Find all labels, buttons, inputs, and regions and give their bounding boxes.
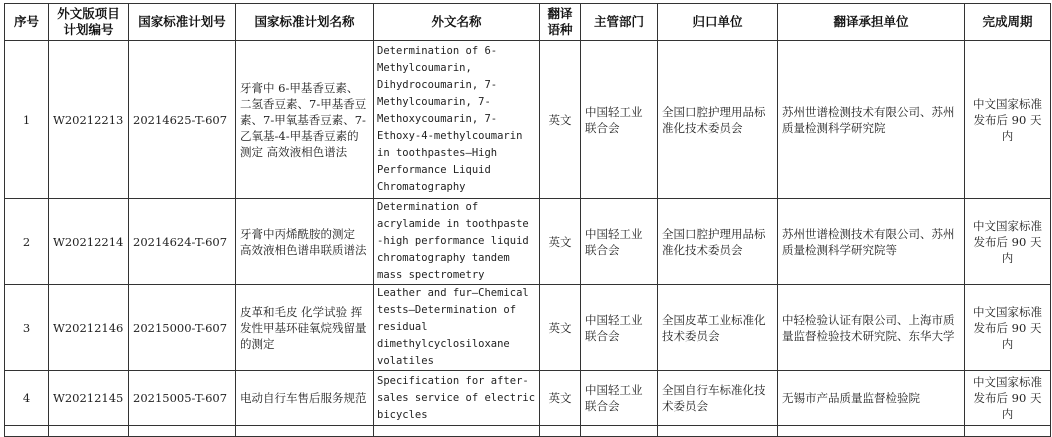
cell-department: 中国轻工业联合会 xyxy=(581,285,658,371)
cell-cn-name: 牙膏中丙烯酰胺的测定 高效液相色谱串联质谱法 xyxy=(236,199,374,285)
header-cycle: 完成周期 xyxy=(965,4,1051,41)
cell-national-code: 20214624-T-607 xyxy=(129,199,236,285)
header-index: 序号 xyxy=(5,4,49,41)
cell-department: 中国轻工业联合会 xyxy=(581,371,658,426)
cell-department: 中国轻工业联合会 xyxy=(581,199,658,285)
header-department: 主管部门 xyxy=(581,4,658,41)
standards-table xyxy=(4,3,1051,437)
table-row xyxy=(5,371,1051,426)
cell-unit: 全国皮革工业标准化技术委员会 xyxy=(658,285,778,371)
header-language: 翻译语种 xyxy=(540,4,581,41)
header-foreign-code: 外文版项目计划编号 xyxy=(49,4,129,41)
cell-translator: 苏州世谱检测技术有限公司、苏州质量检测科学研究院等 xyxy=(778,199,965,285)
cell-foreign-code: W20212214 xyxy=(49,199,129,285)
cell-foreign-code: W20212146 xyxy=(49,285,129,371)
header-en-name: 外文名称 xyxy=(374,4,540,41)
cell-cycle: 中文国家标准发布后 90 天内 xyxy=(965,199,1051,285)
cell-unit: 全国自行车标准化技术委员会 xyxy=(658,371,778,426)
cell-index: 4 xyxy=(5,371,49,426)
cell-foreign-code: W20212213 xyxy=(49,41,129,199)
cell-cycle: 中文国家标准发布后 90 天内 xyxy=(965,371,1051,426)
cell-index: 2 xyxy=(5,199,49,285)
cell-empty xyxy=(5,426,49,437)
cell-foreign-code: W20212145 xyxy=(49,371,129,426)
table-row-partial xyxy=(5,426,1051,437)
cell-translator: 中轻检验认证有限公司、上海市质量监督检验技术研究院、东华大学 xyxy=(778,285,965,371)
cell-national-code: 20215000-T-607 xyxy=(129,285,236,371)
cell-language: 英文 xyxy=(540,285,581,371)
cell-unit: 全国口腔护理用品标准化技术委员会 xyxy=(658,199,778,285)
table-row xyxy=(5,199,1051,285)
cell-empty xyxy=(965,426,1051,437)
cell-empty xyxy=(374,426,540,437)
cell-national-code: 20214625-T-607 xyxy=(129,41,236,199)
cell-language: 英文 xyxy=(540,41,581,199)
cell-language: 英文 xyxy=(540,199,581,285)
cell-index: 3 xyxy=(5,285,49,371)
cell-cycle: 中文国家标准发布后 90 天内 xyxy=(965,41,1051,199)
cell-cycle: 中文国家标准发布后 90 天内 xyxy=(965,285,1051,371)
cell-unit: 全国口腔护理用品标准化技术委员会 xyxy=(658,41,778,199)
header-row xyxy=(5,4,1051,41)
cell-cn-name: 牙膏中 6-甲基香豆素、二氢香豆素、7-甲基香豆素、7-甲氧基香豆素、7-乙氧基-4-甲基香豆素的测定 高效液相色谱法 xyxy=(236,41,374,199)
cell-cn-name: 皮革和毛皮 化学试验 挥发性甲基环硅氧烷残留量的测定 xyxy=(236,285,374,371)
cell-empty xyxy=(49,426,129,437)
cell-en-name: Determination of acrylamide in toothpaste -high performance liquid chromatography tandem mass spectrometry xyxy=(374,199,540,285)
table-row xyxy=(5,41,1051,199)
cell-index: 1 xyxy=(5,41,49,199)
cell-empty xyxy=(778,426,965,437)
header-national-code: 国家标准计划号 xyxy=(129,4,236,41)
cell-translator: 无锡市产品质量监督检验院 xyxy=(778,371,965,426)
header-cn-name: 国家标准计划名称 xyxy=(236,4,374,41)
cell-en-name: Determination of 6-Methylcoumarin, Dihydrocoumarin, 7-Methylcoumarin, 7-Methoxycoumarin, 7-Ethoxy-4-methylcoumarin in toothpastes—High Performance Liquid Chromatography xyxy=(374,41,540,199)
cell-empty xyxy=(658,426,778,437)
cell-translator: 苏州世谱检测技术有限公司、苏州质量检测科学研究院 xyxy=(778,41,965,199)
cell-empty xyxy=(129,426,236,437)
table-row xyxy=(5,285,1051,371)
cell-en-name: Specification for after-sales service of electric bicycles xyxy=(374,371,540,426)
cell-empty xyxy=(540,426,581,437)
cell-cn-name: 电动自行车售后服务规范 xyxy=(236,371,374,426)
cell-language: 英文 xyxy=(540,371,581,426)
cell-en-name: Leather and fur—Chemical tests—Determination of residual dimethylcyclosiloxane volatiles xyxy=(374,285,540,371)
cell-empty xyxy=(581,426,658,437)
cell-empty xyxy=(236,426,374,437)
header-translator: 翻译承担单位 xyxy=(778,4,965,41)
header-unit: 归口单位 xyxy=(658,4,778,41)
cell-national-code: 20215005-T-607 xyxy=(129,371,236,426)
cell-department: 中国轻工业联合会 xyxy=(581,41,658,199)
